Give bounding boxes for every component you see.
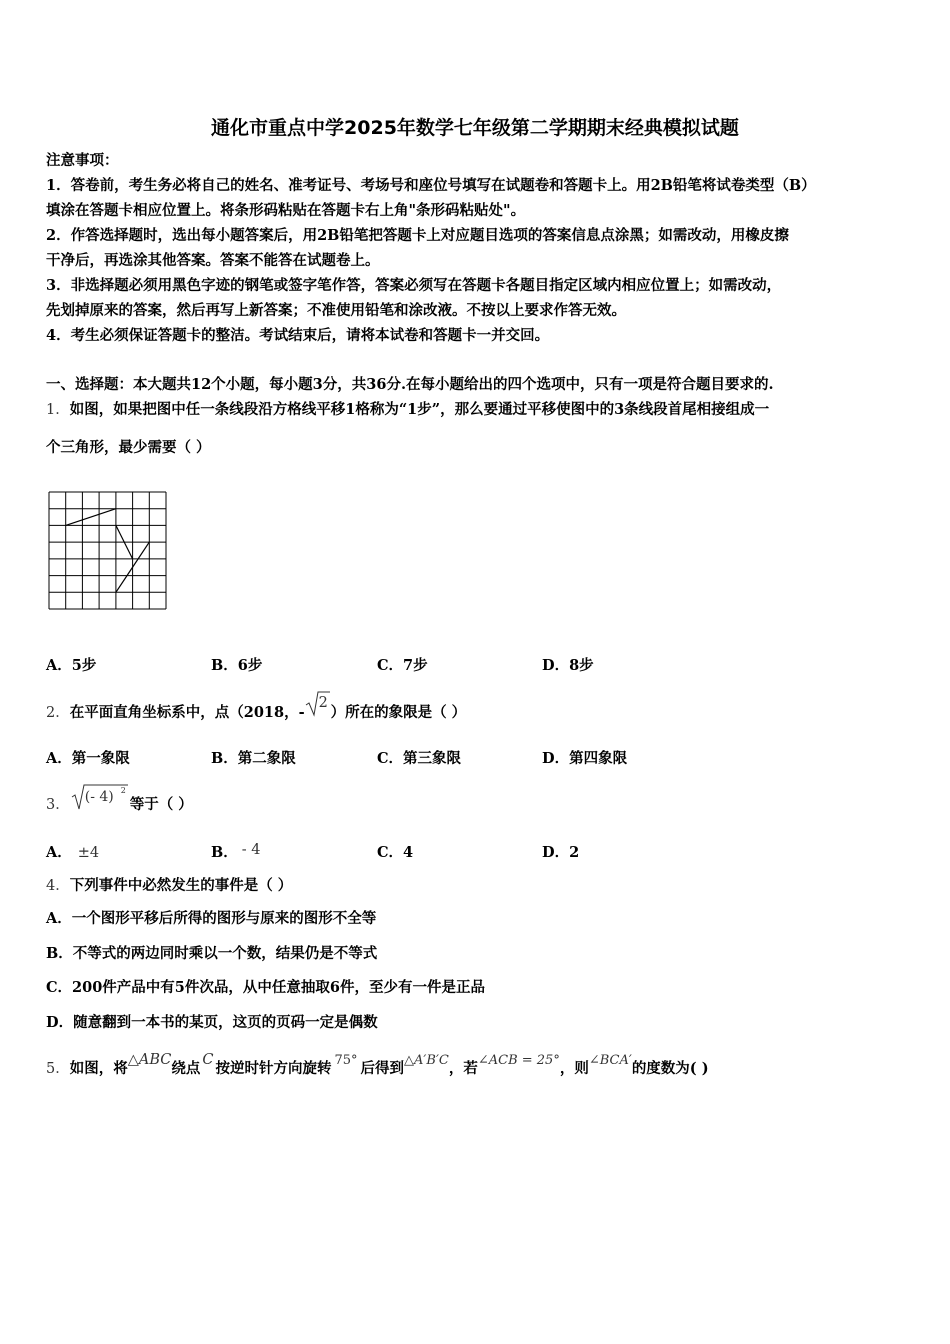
q5-stem xyxy=(46,1052,709,1080)
q2-option-d[interactable]: D．第四象限 xyxy=(542,750,628,767)
q1-stem-line1 xyxy=(46,400,769,420)
q5-angle-bca-prime: ∠BCA′ xyxy=(588,1053,632,1068)
q4-option-d[interactable]: D．随意翻到一本书的某页，这页的页码一定是偶数 xyxy=(46,1014,378,1031)
q2-option-a[interactable]: A．第一象限 xyxy=(46,750,130,767)
q5-text: ，若 xyxy=(448,1060,478,1077)
q5-number: 5． xyxy=(46,1061,70,1077)
q3-exponent: 2 xyxy=(120,786,126,795)
q5-text: ，则 xyxy=(559,1060,589,1077)
q5-triangle-abc-prime: △A′B′C xyxy=(404,1053,449,1068)
q3-number: 3． xyxy=(46,797,70,813)
q3-option-b-value: - 4 xyxy=(241,842,261,858)
q3-option-a[interactable] xyxy=(46,843,99,863)
q5-point-c: C xyxy=(202,1052,214,1068)
q3-option-a-value: ±4 xyxy=(77,845,100,861)
q4-number: 4． xyxy=(46,878,70,894)
segment-1 xyxy=(66,509,116,526)
q3-option-d[interactable]: D．2 xyxy=(542,844,580,861)
q3-option-a-label: A． xyxy=(46,844,72,861)
q2-radicand: 2 xyxy=(318,695,328,711)
q4-option-b[interactable]: B．不等式的两边同时乘以一个数，结果仍是不等式 xyxy=(46,945,378,962)
q1-option-c[interactable]: C．7步 xyxy=(377,657,428,674)
q1-option-d[interactable]: D．8步 xyxy=(542,657,594,674)
q3-option-c[interactable]: C．4 xyxy=(377,844,414,861)
q2-text-post: ）所在的象限是（ ） xyxy=(330,704,467,721)
q5-text: 按逆时针方向旋转 xyxy=(215,1060,332,1077)
notice-heading: 注意事项： xyxy=(46,152,119,169)
q3-option-b-label: B． xyxy=(211,844,238,861)
q5-triangle-abc: △ABC xyxy=(127,1052,172,1068)
q1-option-a[interactable]: A．5步 xyxy=(46,657,97,674)
q1-stem-line2: 个三角形，最少需要（ ） xyxy=(46,439,211,456)
q3-stem xyxy=(46,786,193,815)
q5-angle-acb: ∠ACB = 25° xyxy=(477,1053,560,1068)
q3-sqrt xyxy=(70,786,130,815)
q2-sqrt xyxy=(305,695,331,723)
notice-line: 先划掉原来的答案，然后再写上新答案；不准使用铅笔和涂改液。不按以上要求作答无效。 xyxy=(46,302,626,319)
q5-text: 绕点 xyxy=(171,1060,201,1077)
q1-option-b[interactable]: B．6步 xyxy=(211,657,263,674)
q5-text: 如图，将 xyxy=(69,1060,128,1077)
q4-option-c[interactable]: C．200件产品中有5件次品，从中任意抽取6件，至少有一件是正品 xyxy=(46,979,485,996)
notice-line: 1．答卷前，考生务必将自己的姓名、准考证号、考场号和座位号填写在试题卷和答题卡上。用2B铅笔将试卷类型（B） xyxy=(46,177,816,194)
q5-text: 的度数为( ) xyxy=(631,1060,709,1077)
q1-grid-figure xyxy=(48,491,168,611)
notice-line: 干净后，再选涂其他答案。答案不能答在试题卷上。 xyxy=(46,252,380,269)
q1-number: 1． xyxy=(46,402,70,418)
q4-text: 下列事件中必然发生的事件是（ ） xyxy=(69,877,293,894)
notice-line: 2．作答选择题时，选出每小题答案后，用2B铅笔把答题卡上对应题目选项的答案信息点涂黑；如需改动，用橡皮擦 xyxy=(46,227,789,244)
notice-line: 3．非选择题必须用黑色字迹的钢笔或签字笔作答，答案必须写在答题卡各题目指定区域内相应位置上；如需改动， xyxy=(46,277,782,294)
q3-radicand: (- 4) xyxy=(84,789,114,805)
notice-line: 4．考生必须保证答题卡的整洁。考试结束后，请将本试卷和答题卡一并交回。 xyxy=(46,327,550,344)
q3-text-post: 等于（ ） xyxy=(129,796,193,813)
page-title: 通化市重点中学2025年数学七年级第二学期期末经典模拟试题 xyxy=(211,117,739,139)
q3-option-b[interactable] xyxy=(211,843,261,863)
q2-stem xyxy=(46,695,467,723)
q5-angle-75: 75° xyxy=(334,1053,358,1068)
q1-text: 如图，如果把图中任一条线段沿方格线平移1格称为“1步”，那么要通过平移使图中的3条线段首尾相接组成一 xyxy=(69,401,770,418)
q4-option-a[interactable]: A．一个图形平移后所得的图形与原来的图形不全等 xyxy=(46,910,377,927)
q2-option-b[interactable]: B．第二象限 xyxy=(211,750,296,767)
q2-option-c[interactable]: C．第三象限 xyxy=(377,750,462,767)
notice-line: 填涂在答题卡相应位置上。将条形码粘贴在答题卡右上角"条形码粘贴处"。 xyxy=(46,202,526,219)
section-heading: 一、选择题：本大题共12个小题，每小题3分，共36分.在每小题给出的四个选项中，只有一项是符合题目要求的. xyxy=(46,376,774,393)
q2-text-pre: 在平面直角坐标系中，点（2018，- xyxy=(69,704,305,721)
q2-number: 2． xyxy=(46,705,70,721)
q5-text: 后得到 xyxy=(360,1060,405,1077)
q4-stem xyxy=(46,876,292,896)
